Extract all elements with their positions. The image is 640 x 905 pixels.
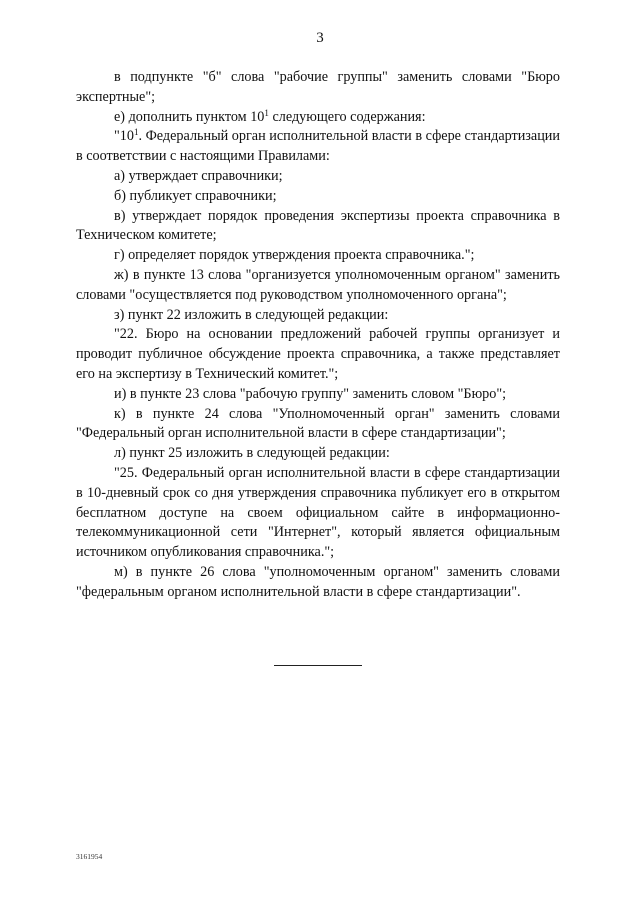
paragraph: ж) в пункте 13 слова "организуется уполномоченным органом" заменить словами "осуществляется под руководством уполномоченного органа"; xyxy=(76,266,560,303)
paragraph: з) пункт 22 изложить в следующей редакции: xyxy=(114,306,389,323)
page-number: 3 xyxy=(316,30,324,46)
superscript: 1 xyxy=(264,107,269,118)
paragraph-text: е) дополнить пунктом 10 xyxy=(114,108,265,125)
paragraph: а) утверждает справочники; xyxy=(114,167,283,184)
paragraph: л) пункт 25 изложить в следующей редакции: xyxy=(114,445,390,462)
paragraph: "25. Федеральный орган исполнительной власти в сфере стандартизации в 10-дневный срок со дня утверждения справочника публикует его в открытом бесплатном доступе на своем официальном сайте в информационно-телекоммуникационной сети "Интернет", который является официальным источником опубликования справочника."; xyxy=(76,464,560,561)
end-rule xyxy=(274,665,362,666)
paragraph: г) определяет порядок утверждения проекта справочника."; xyxy=(114,247,475,264)
document-body xyxy=(76,68,560,603)
paragraph-text-tail: . Федеральный орган исполнительной власти в сфере стандартизации в соответствии с настоящими Правилами: xyxy=(76,128,560,165)
paragraph-point-10-1 xyxy=(76,127,560,167)
paragraph: в) утверждает порядок проведения экспертизы проекта справочника в Техническом комитете; xyxy=(76,207,560,244)
paragraph: м) в пункте 26 слова "уполномоченным органом" заменить словами "федеральным органом исполнительной власти в сфере стандартизации". xyxy=(76,563,560,600)
document-code: 3161954 xyxy=(76,852,103,861)
paragraph: б) публикует справочники; xyxy=(114,187,277,204)
paragraph: "22. Бюро на основании предложений рабочей группы организует и проводит публичное обсуждение проекта справочника, а также представляет его на экспертизу в Технический комитет."; xyxy=(76,326,560,382)
paragraph: в подпункте "б" слова "рабочие группы" заменить словами "Бюро экспертные"; xyxy=(76,69,560,105)
paragraph-text-tail: следующего содержания: xyxy=(268,108,426,125)
paragraph: и) в пункте 23 слова "рабочую группу" заменить словом "Бюро"; xyxy=(114,385,507,402)
paragraph-text: "10 xyxy=(114,128,134,145)
superscript: 1 xyxy=(133,127,139,138)
paragraph-add-point xyxy=(76,108,560,128)
paragraph: к) в пункте 24 слова "Уполномоченный орган" заменить словами "Федеральный орган исполнительной власти в сфере стандартизации"; xyxy=(76,405,560,442)
